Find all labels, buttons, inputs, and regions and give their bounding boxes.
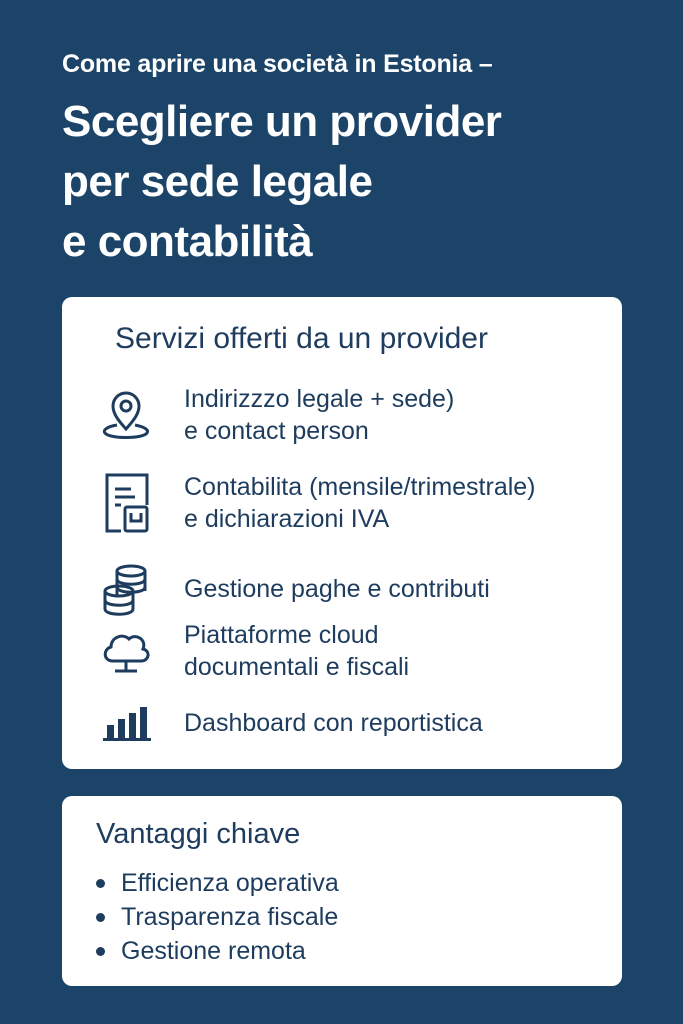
advantage-item	[96, 900, 339, 934]
service-text: Piattaforme cloud	[184, 621, 379, 649]
service-item	[98, 471, 536, 535]
bullet-icon	[96, 879, 105, 888]
service-text: documentali e fiscali	[184, 653, 410, 681]
title-line: e contabilità	[62, 217, 313, 266]
subtitle: Come aprire una società in Estonia –	[62, 50, 493, 78]
services-card	[62, 297, 622, 769]
title-line: per sede legale	[62, 157, 373, 206]
service-text: Dashboard con reportistica	[184, 709, 483, 737]
advantage-text: Efficienza operativa	[121, 869, 339, 897]
service-item	[98, 559, 490, 619]
page-title	[62, 92, 501, 272]
cloud-icon	[98, 621, 154, 681]
service-item	[98, 693, 483, 753]
advantage-text: Trasparenza fiscale	[121, 903, 339, 931]
bar-chart-icon	[98, 693, 154, 753]
bullet-icon	[96, 947, 105, 956]
advantage-item	[96, 866, 339, 900]
service-item	[98, 383, 454, 447]
document-icon	[98, 473, 154, 533]
advantages-title: Vantaggi chiave	[96, 818, 301, 850]
service-text: e dichiarazioni IVA	[184, 505, 390, 533]
title-line: Scegliere un provider	[62, 97, 502, 146]
services-title: Servizi offerti da un provider	[115, 322, 488, 355]
advantages-card	[62, 796, 622, 986]
bullet-icon	[96, 913, 105, 922]
service-text: Gestione paghe e contributi	[184, 575, 490, 603]
advantages-list	[96, 866, 339, 968]
service-text: Contabilita (mensile/trimestrale)	[184, 473, 536, 501]
service-text: e contact person	[184, 417, 369, 445]
location-pin-icon	[98, 385, 154, 445]
advantage-text: Gestione remota	[121, 937, 306, 965]
service-text: Indirizzzo legale + sede)	[184, 385, 455, 413]
service-item	[98, 619, 409, 683]
advantage-item	[96, 934, 339, 968]
coin-stack-icon	[98, 559, 154, 619]
